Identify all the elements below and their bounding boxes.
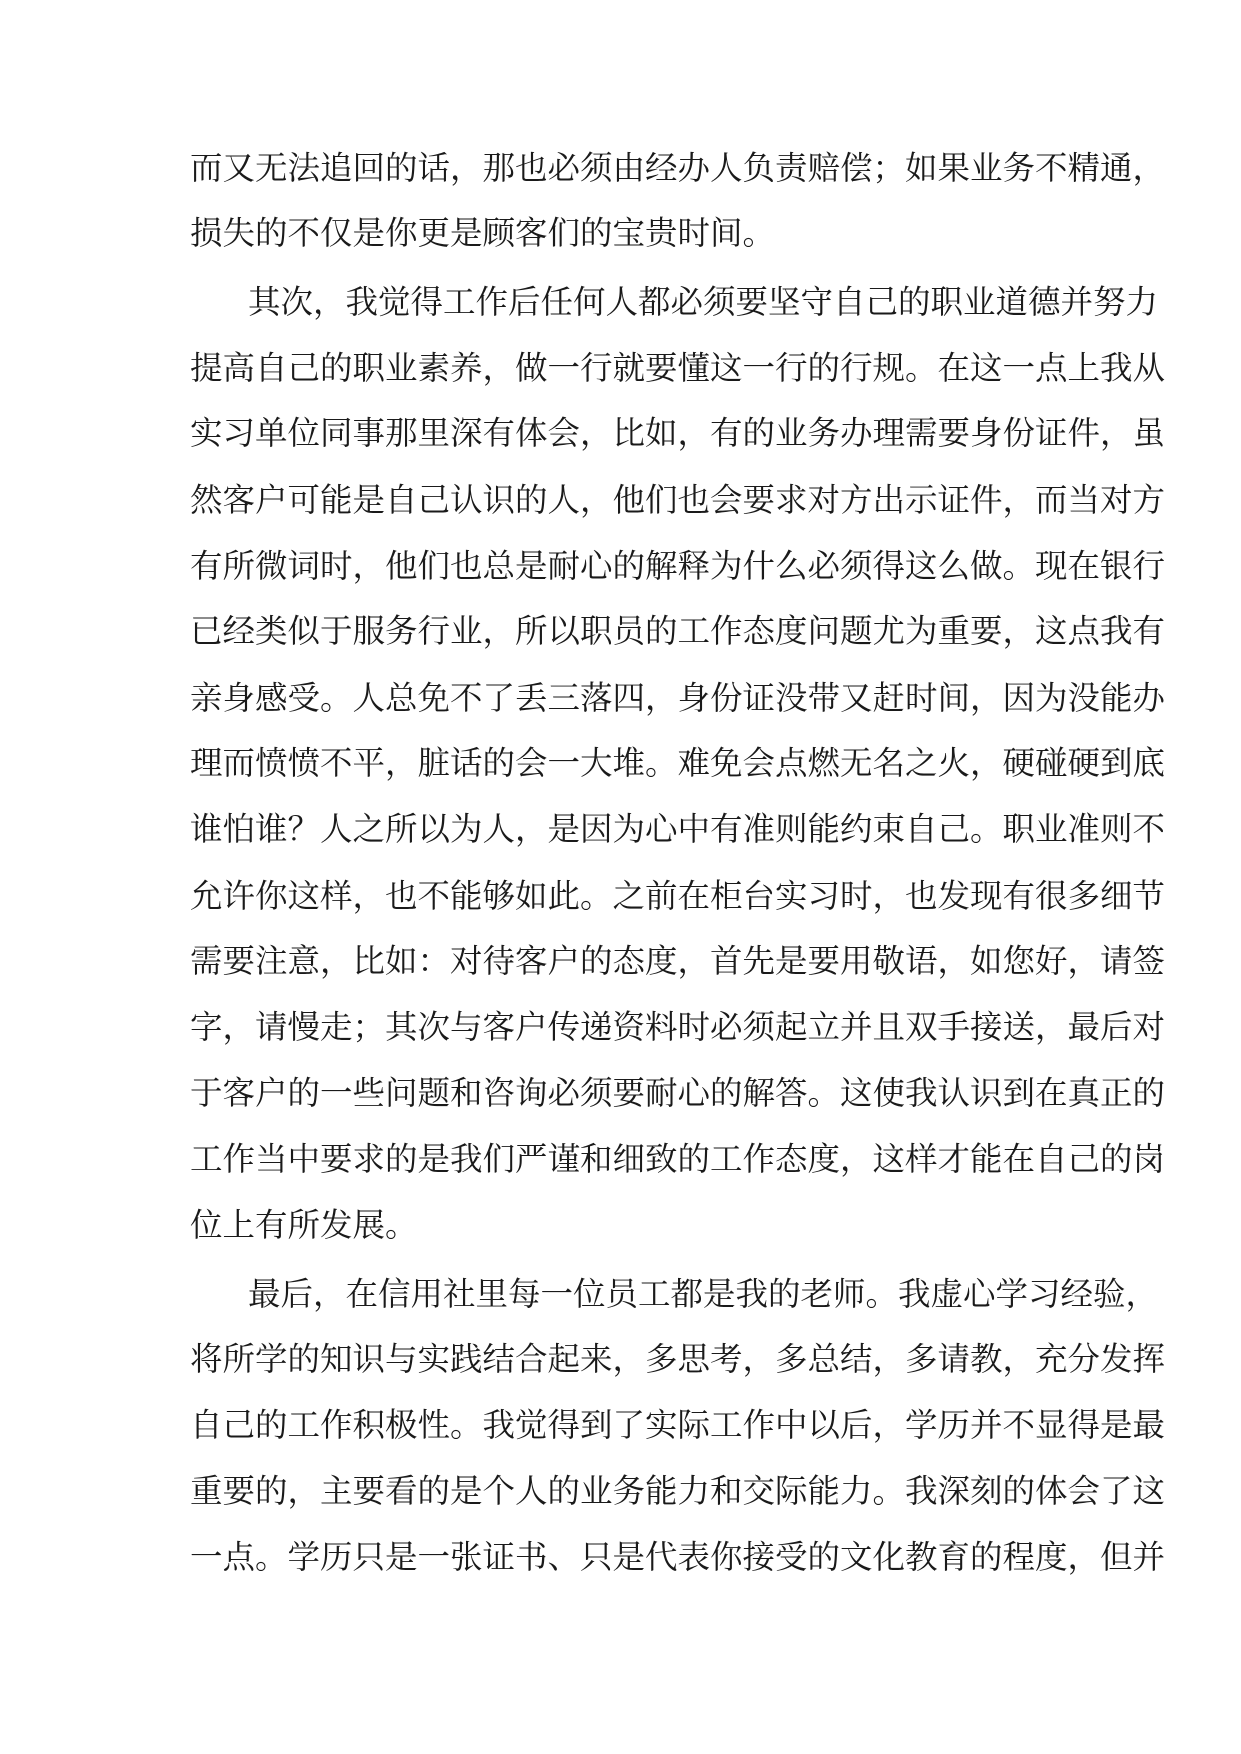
text-line: 损失的不仅是你更是顾客们的宝贵时间。: [190, 214, 776, 252]
text-line: 已经类似于服务行业，所以职员的工作态度问题尤为重要，这点我有: [190, 612, 1166, 650]
text-line: 谁怕谁？人之所以为人，是因为心中有准则能约束自己。职业准则不: [190, 810, 1166, 848]
text-line: 重要的，主要看的是个人的业务能力和交际能力。我深刻的体会了这: [190, 1472, 1166, 1510]
text-line: 而又无法追回的话，那也必须由经办人负责赔偿；如果业务不精通，: [190, 149, 1166, 187]
paragraph-first-line: 最后，在信用社里每一位员工都是我的老师。我虚心学习经验，: [248, 1275, 1159, 1313]
text-line: 允许你这样，也不能够如此。之前在柜台实习时，也发现有很多细节: [190, 877, 1166, 915]
text-line: 亲身感受。人总免不了丢三落四，身份证没带又赶时间，因为没能办: [190, 679, 1166, 717]
text-line: 然客户可能是自己认识的人，他们也会要求对方出示证件，而当对方: [190, 481, 1166, 519]
text-line: 理而愤愤不平，脏话的会一大堆。难免会点燃无名之火，硬碰硬到底: [190, 744, 1166, 782]
text-line: 实习单位同事那里深有体会，比如，有的业务办理需要身份证件，虽: [190, 414, 1166, 452]
text-line: 字，请慢走；其次与客户传递资料时必须起立并且双手接送，最后对: [190, 1008, 1166, 1046]
text-line: 位上有所发展。: [190, 1206, 418, 1244]
text-line: 提高自己的职业素养，做一行就要懂这一行的行规。在这一点上我从: [190, 349, 1166, 387]
text-line: 工作当中要求的是我们严谨和细致的工作态度，这样才能在自己的岗: [190, 1140, 1166, 1178]
paragraph-first-line: 其次，我觉得工作后任何人都必须要坚守自己的职业道德并努力: [248, 283, 1159, 321]
text-line: 将所学的知识与实践结合起来，多思考，多总结，多请教，充分发挥: [190, 1340, 1166, 1378]
text-line: 自己的工作积极性。我觉得到了实际工作中以后，学历并不显得是最: [190, 1406, 1166, 1444]
text-line: 一点。学历只是一张证书、只是代表你接受的文化教育的程度，但并: [190, 1538, 1166, 1576]
text-line: 于客户的一些问题和咨询必须要耐心的解答。这使我认识到在真正的: [190, 1074, 1166, 1112]
text-line: 有所微词时，他们也总是耐心的解释为什么必须得这么做。现在银行: [190, 547, 1166, 585]
text-line: 需要注意，比如：对待客户的态度，首先是要用敬语，如您好，请签: [190, 942, 1166, 980]
